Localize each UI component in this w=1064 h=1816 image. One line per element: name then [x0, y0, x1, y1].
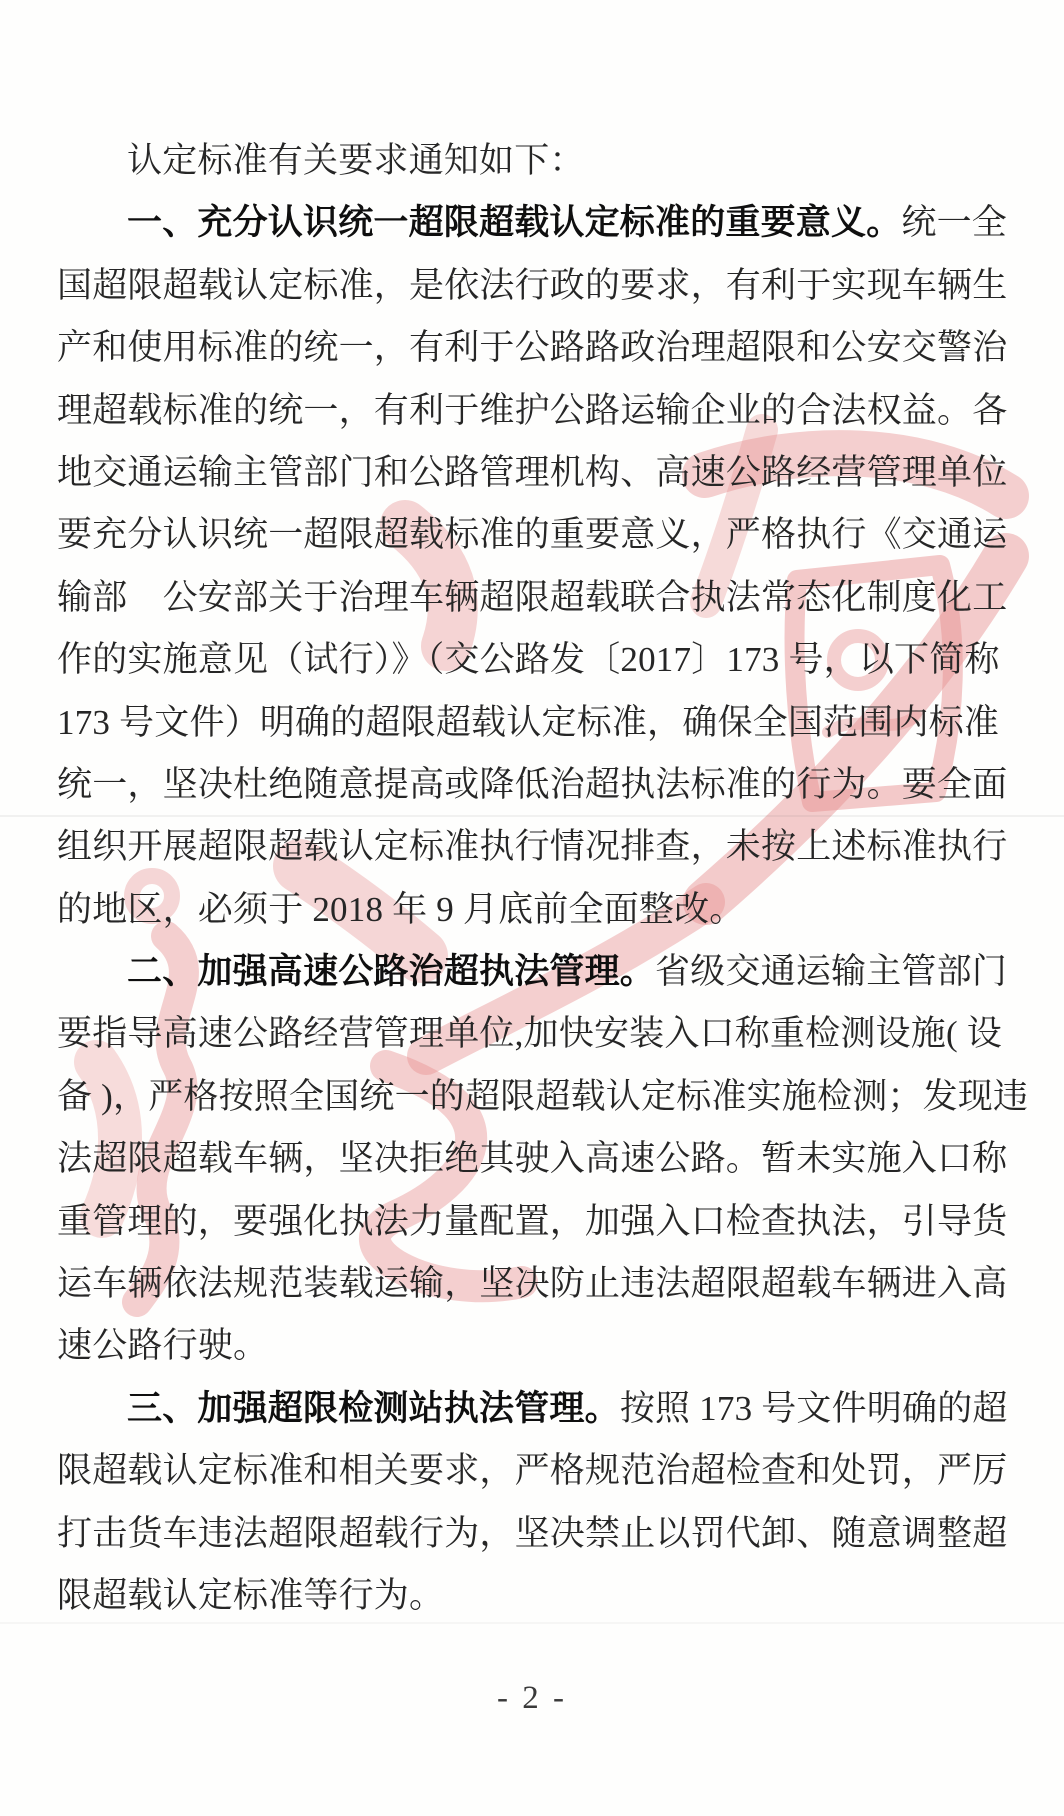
text-line — [57, 442, 1012, 504]
text-line — [57, 1503, 1012, 1565]
line-text: 统一全 — [901, 203, 1008, 243]
text-line — [57, 1253, 1012, 1315]
line-text: 打击货车违法超限超载行为，坚决禁止以罚代卸、随意调整超 — [57, 1513, 1008, 1553]
text-line — [57, 1565, 1012, 1627]
text-line — [57, 1378, 1012, 1440]
line-text: 运车辆依法规范装载运输，坚决防止违法超限超载车辆进入高 — [57, 1264, 1008, 1304]
line-text: 速公路行驶。 — [57, 1326, 269, 1366]
section-heading: 三、加强超限检测站执法管理。 — [127, 1388, 620, 1428]
section-heading: 二、加强高速公路治超执法管理。 — [127, 952, 656, 992]
line-text: 要充分认识统一超限超载标准的重要意义，严格执行《交通运 — [57, 515, 1008, 555]
line-text: 要指导高速公路经营管理单位,加快安装入口称重检测设施( 设 — [57, 1014, 1002, 1054]
text-line — [57, 629, 1012, 691]
text-line — [57, 317, 1012, 379]
line-text: 限超载认定标准和相关要求，严格规范治超检查和处罚，严厉 — [57, 1451, 1008, 1491]
section-heading: 一、充分认识统一超限超载认定标准的重要意义。 — [127, 203, 902, 243]
text-line — [57, 380, 1012, 442]
text-line — [57, 1315, 1012, 1377]
text-line — [57, 504, 1012, 566]
line-text: 认定标准有关要求通知如下： — [127, 141, 585, 180]
text-line — [57, 1440, 1012, 1502]
line-text: 国超限超载认定标准，是依法行政的要求，有利于实现车辆生 — [57, 265, 1008, 305]
text-line — [57, 816, 1012, 878]
text-line — [57, 1191, 1012, 1253]
text-line — [57, 754, 1012, 816]
line-text: 省级交通运输主管部门 — [655, 952, 1008, 992]
line-text: 地交通运输主管部门和公路管理机构、高速公路经营管理单位 — [57, 452, 1008, 492]
line-text: 法超限超载车辆，坚决拒绝其驶入高速公路。暂未实施入口称 — [57, 1139, 1008, 1179]
text-line — [57, 692, 1012, 754]
text-line — [57, 1003, 1012, 1065]
line-text: 173 号文件）明确的超限超载认定标准，确保全国范围内标准 — [57, 702, 1000, 742]
text-line — [57, 879, 1012, 941]
text-line — [57, 192, 1012, 254]
line-text: 的地区，必须于 2018 年 9 月底前全面整改。 — [57, 889, 745, 929]
line-text: 统一，坚决杜绝随意提高或降低治超执法标准的行为。要全面 — [57, 764, 1008, 804]
line-text: 组织开展超限超载认定标准执行情况排查，未按上述标准执行 — [57, 827, 1008, 867]
line-text: 产和使用标准的统一，有利于公路路政治理超限和公安交警治 — [57, 328, 1008, 368]
page-number: - 2 - — [497, 1680, 567, 1716]
line-text: 作的实施意见（试行）》（交公路发〔2017〕173 号，以下简称 — [57, 640, 1000, 680]
line-text: 按照 173 号文件明确的超 — [619, 1388, 1008, 1428]
text-line — [57, 941, 1012, 1003]
line-text: 备 )，严格按照全国统一的超限超载认定标准实施检测；发现违 — [57, 1076, 1029, 1116]
text-line — [57, 1128, 1012, 1190]
line-text: 限超载认定标准等行为。 — [57, 1575, 445, 1615]
text-line — [57, 567, 1012, 629]
text-line — [57, 255, 1012, 317]
line-text: 输部 公安部关于治理车辆超限超载联合执法常态化制度化工 — [57, 577, 1008, 617]
line-text: 理超载标准的统一，有利于维护公路运输企业的合法权益。各 — [57, 390, 1008, 430]
document-body — [57, 130, 1029, 1627]
line-text: 重管理的，要强化执法力量配置，加强入口检查执法，引导货 — [57, 1201, 1008, 1241]
text-line — [57, 130, 1012, 192]
text-line — [57, 1066, 1029, 1128]
